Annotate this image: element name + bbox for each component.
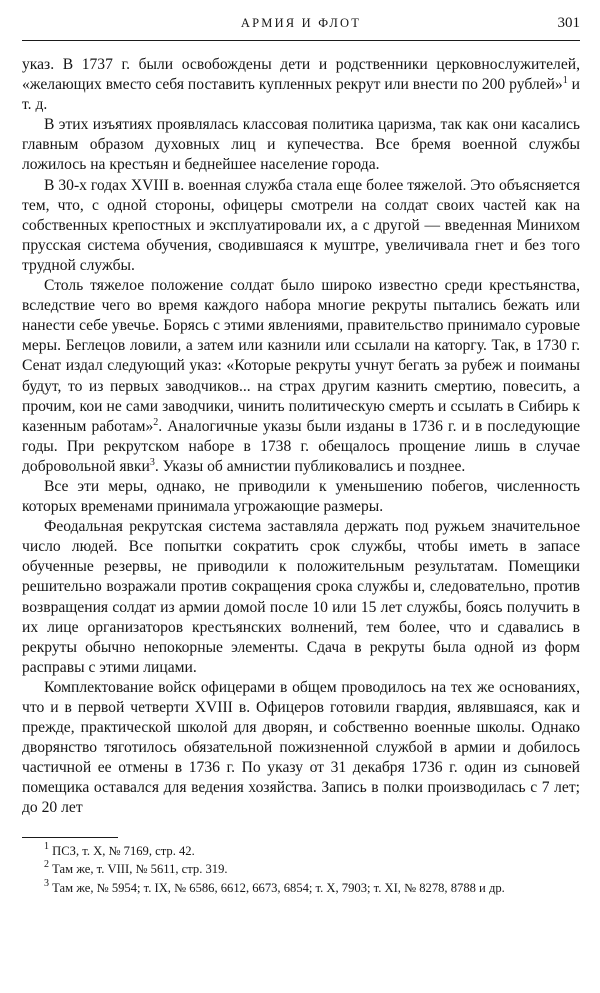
body-text [22, 55, 580, 819]
footnote-mark: 1 [44, 840, 49, 852]
paragraph-text: и т. д. [22, 76, 580, 114]
footnotes [22, 842, 580, 898]
paragraph [22, 276, 580, 477]
footnote [22, 879, 580, 898]
page-header [22, 10, 580, 41]
footnote [22, 860, 580, 879]
footnote-ref: 3 [149, 456, 155, 468]
paragraph [22, 55, 580, 115]
paragraph-text: Столь тяжелое положение солдат было широко известно среди крестьянства, вследствие чего во время каждого набора многие рекруты пытались бежать или нанести себе увечье. Борясь с этими явлениями, правительство принимало суровые меры. Беглецов ловили, а затем или казнили или ссылали на каторгу. Так, в 1730 г. Сенат издал следующий указ: «Которые рекруты учнут бегать за рубеж и поиманы будут, то из первых заводчиков... на страх другим казнить смертию, повесить, а прочим, кои не сами заводчики, чинить политическую смерть и ссылать в Сибирь к казенным работам» [22, 277, 580, 435]
footnote-mark: 3 [44, 877, 49, 889]
paragraph-text: . Указы об амнистии публиковались и позднее. [154, 457, 466, 475]
document-page [22, 10, 580, 897]
paragraph-text: . Аналогичные указы были изданы в 1736 г. и в последующие годы. При рекрутском наборе в 1738 г. обещалось прощение лишь в случае добровольной явки [22, 417, 580, 475]
footnote-text: ПСЗ, т. X, № 7169, стр. 42. [52, 843, 195, 858]
footnote-divider [22, 837, 118, 838]
footnote-ref: 1 [562, 75, 568, 87]
footnote-ref: 2 [153, 416, 159, 428]
paragraph: В 30-х годах XVIII в. военная служба стала еще более тяжелой. Это объясняется тем, что, с одной стороны, офицеры смотрели на солдат своих частей как на собственных крепостных и эксплуатировали их, а с другой — введенная Минихом прусская система обучения, сводившаяся к муштре, увеличивала гнет и без того трудной службы. [22, 176, 580, 274]
running-title: АРМИЯ И ФЛОТ [240, 16, 362, 30]
paragraph: Комплектование войск офицерами в общем проводилось на тех же основаниях, что и в первой четверти XVIII в. Офицеров готовили гвардия, являвшаяся, как и прежде, практической школой для дворян, и собственно военные школы. Однако дворянство тяготилось обязательной пожизненной службой в армии и добилось частичной ее отмены в 1736 г. По указу от 31 декабря 1736 г. один из сыновей помещика оставался для ведения хозяйства. Запись в полки производилась с 7 лет; до 20 лет [22, 678, 580, 817]
paragraph: В этих изъятиях проявлялась классовая политика царизма, так как они касались главным образом духовных лиц и купечества. Все бремя военной службы ложилось на крестьян и беднейшее население города. [22, 116, 580, 174]
footnote-mark: 2 [44, 859, 49, 871]
footnote-text: Там же, т. VIII, № 5611, стр. 319. [52, 862, 228, 877]
footnote-text: Там же, № 5954; т. IX, № 6586, 6612, 6673, 6854; т. X, 7903; т. XI, № 8278, 8788 и др. [52, 880, 505, 895]
paragraph: Все эти меры, однако, не приводили к уменьшению побегов, численность которых временами принимала угрожающие размеры. [22, 477, 580, 516]
footnote [22, 842, 580, 861]
paragraph: Феодальная рекрутская система заставляла держать под ружьем значительное число людей. Все попытки сократить срок службы, чтобы иметь в запасе обученные резервы, не приводили к положительным результатам. Помещики решительно возражали против сокращения срока службы и, следовательно, против возвращения солдат из армии домой после 10 или 15 лет службы, боясь получить в их лице организаторов крестьянских волнений, тем более, что и сдавались в рекруты обычно непокорные элементы. Сдача в рекруты была одной из форм расправы с этими лицами. [22, 518, 580, 676]
page-number: 301 [557, 15, 580, 31]
paragraph-text: указ. В 1737 г. были освобождены дети и родственники церковнослужителей, «желающих вместо себя поставить купленных рекрут или внести по 200 рублей» [22, 56, 580, 94]
